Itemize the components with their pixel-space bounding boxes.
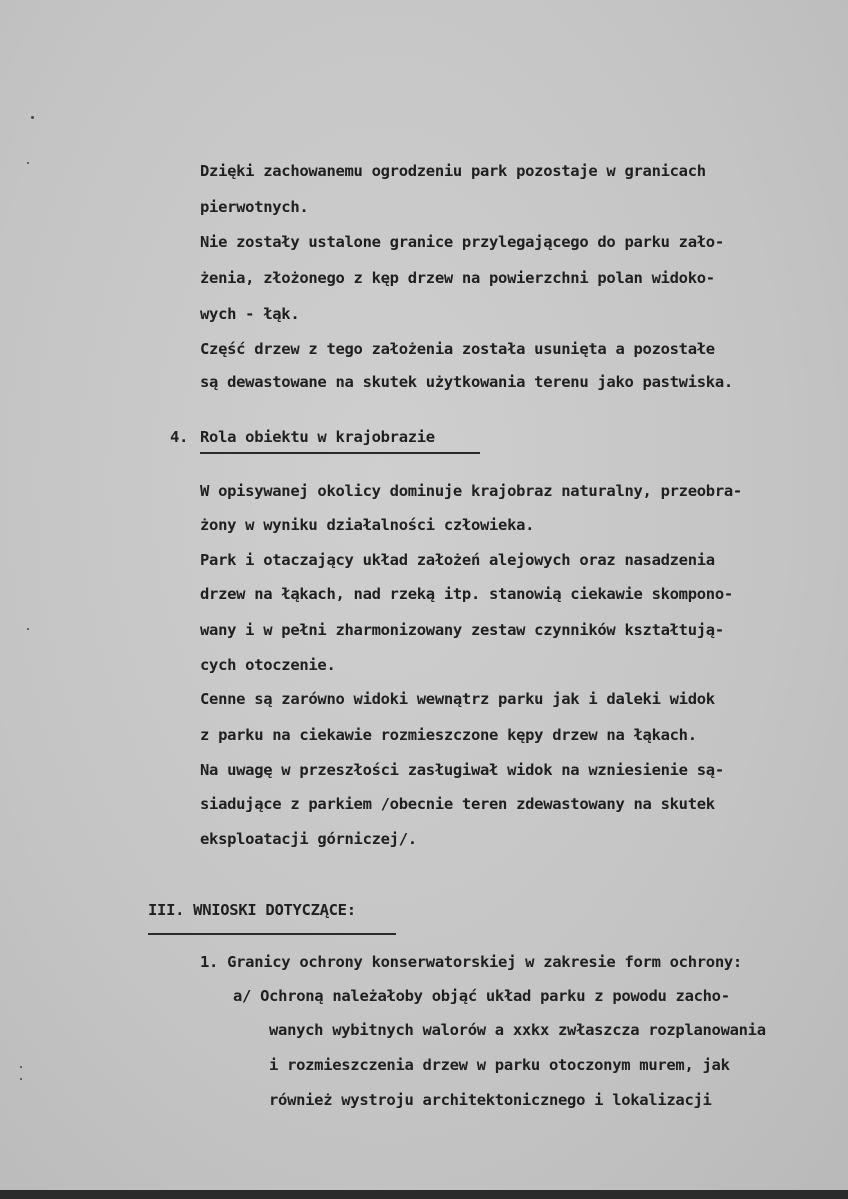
text-line: a/ Ochroną należałoby objąć układ parku z powodu zacho- (233, 987, 730, 1005)
text-line: Nie zostały ustalone granice przylegającego do parku zało- (200, 233, 724, 251)
text-line: siadujące z parkiem /obecnie teren zdewastowany na skutek (200, 795, 715, 813)
text-line: drzew na łąkach, nad rzeką itp. stanowią ciekawie skompono- (200, 585, 733, 603)
text-line: są dewastowane na skutek użytkowania terenu jako pastwiska. (200, 373, 733, 391)
scan-bottom-edge (0, 1190, 848, 1199)
text-line: żony w wyniku działalności człowieka. (200, 516, 535, 534)
scan-speck (20, 1066, 22, 1068)
text-line: pierwotnych. (200, 198, 309, 216)
scan-speck (20, 1078, 22, 1080)
text-line: również wystroju architektonicznego i lokalizacji (269, 1091, 712, 1109)
text-line: Na uwagę w przeszłości zasługiwał widok na wzniesienie są- (200, 761, 724, 779)
text-line: W opisywanej okolicy dominuje krajobraz naturalny, przeobra- (200, 482, 742, 500)
text-line: z parku na ciekawie rozmieszczone kępy drzew na łąkach. (200, 726, 697, 744)
text-line: eksploatacji górniczej/. (200, 830, 417, 848)
text-line: wanych wybitnych walorów a xxkx zwłaszcza rozplanowania (269, 1021, 766, 1039)
text-line: Cenne są zarówno widoki wewnątrz parku jak i daleki widok (200, 690, 715, 708)
section-4-underline (200, 452, 480, 454)
text-line: cych otoczenie. (200, 656, 336, 674)
text-line: i rozmieszczenia drzew w parku otoczonym murem, jak (269, 1056, 730, 1074)
section-4-number: 4. (170, 428, 189, 446)
section-4-title: Rola obiektu w krajobrazie (200, 428, 435, 446)
scan-speck (27, 628, 29, 630)
scan-speck (31, 116, 34, 119)
text-line: Część drzew z tego założenia została usunięta a pozostałe (200, 340, 715, 358)
text-line: Dzięki zachowanemu ogrodzeniu park pozostaje w granicach (200, 162, 706, 180)
scan-speck (27, 162, 29, 164)
section-III-title: III. WNIOSKI DOTYCZĄCE: (148, 901, 356, 919)
text-line: Park i otaczający układ założeń alejowych oraz nasadzenia (200, 551, 715, 569)
text-line: wych - łąk. (200, 305, 300, 323)
text-line: wany i w pełni zharmonizowany zestaw czynników kształtują- (200, 621, 724, 639)
section-III-underline (148, 933, 396, 935)
list-item-1: 1. Granicy ochrony konserwatorskiej w zakresie form ochrony: (200, 953, 742, 971)
text-line: żenia, złożonego z kęp drzew na powierzchni polan widoko- (200, 269, 715, 287)
